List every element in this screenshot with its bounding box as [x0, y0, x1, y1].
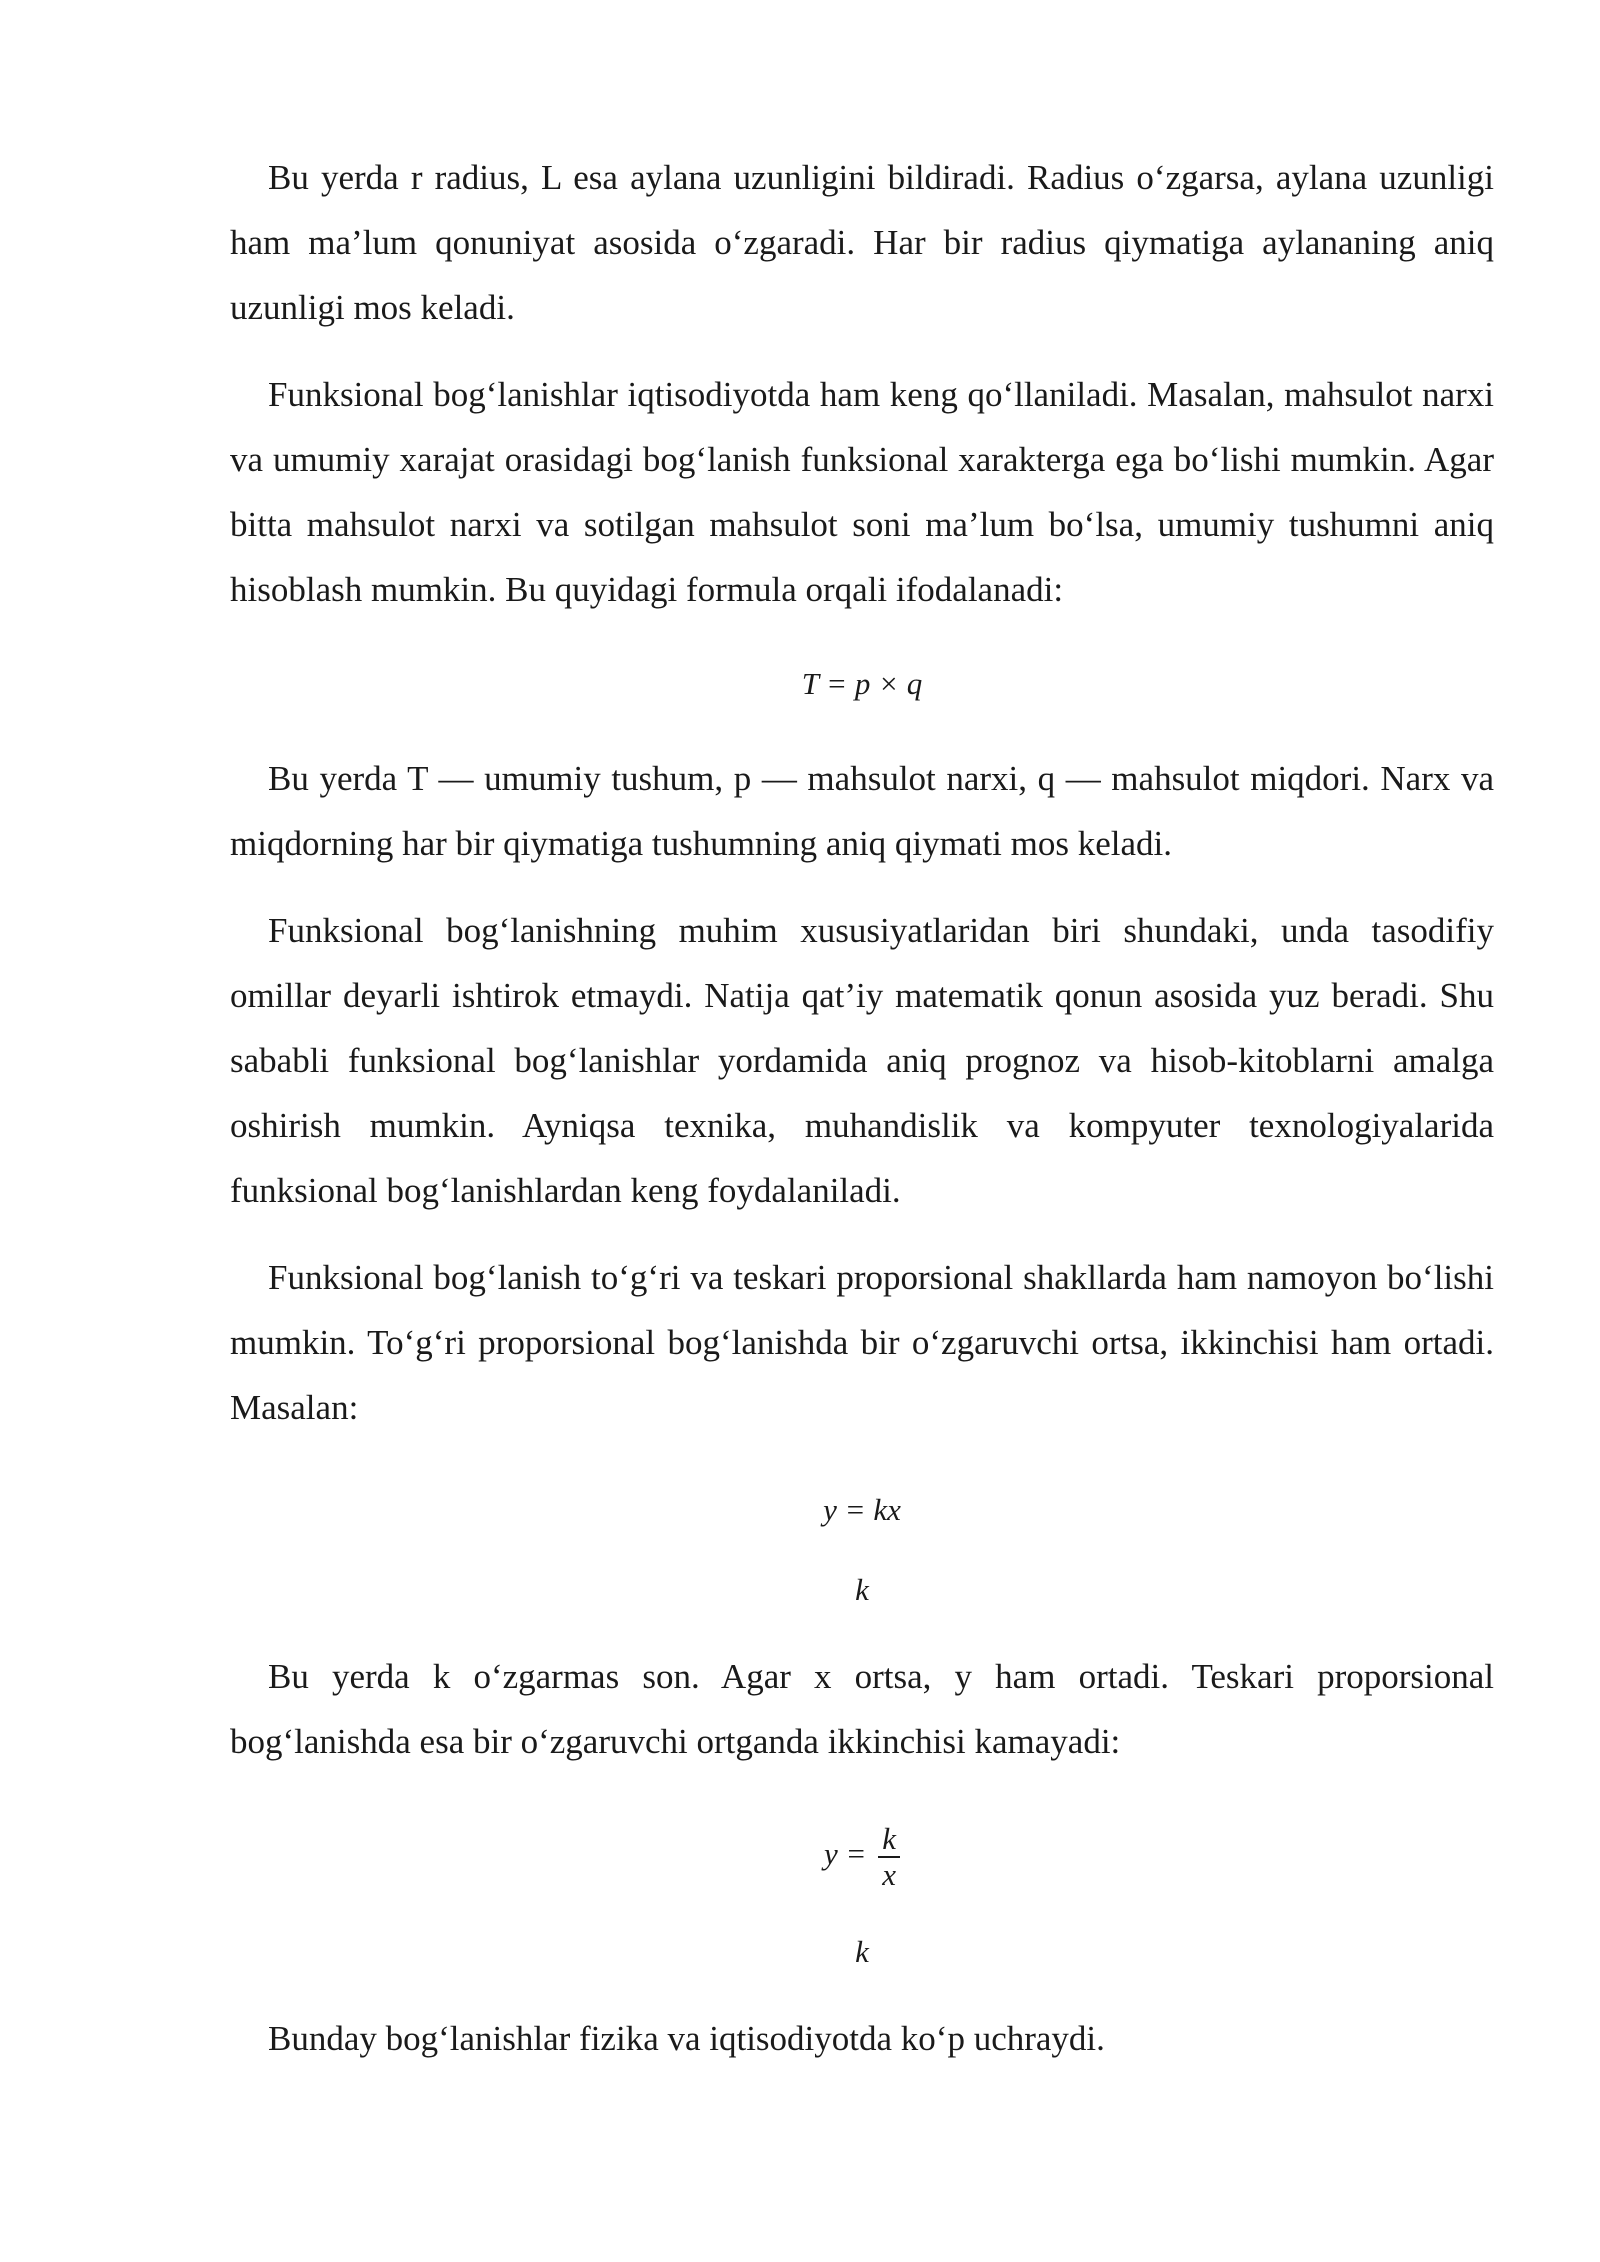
- paragraph-revenue-explanation: Bu yerda T — umumiy tushum, p — mahsulot narxi, q — mahsulot miqdori. Narx va miqdorning har bir qiymatiga tushumning aniq qiymati mos keladi.: [230, 759, 1494, 863]
- formula-inverse-lhs: y =: [824, 1836, 867, 1872]
- formula-inverse-constant: k: [855, 1934, 869, 1969]
- formula-direct-proportion: y = kx: [823, 1492, 901, 1527]
- formula-inverse-denominator: x: [882, 1857, 896, 1892]
- formula-inverse-numerator: k: [878, 1822, 900, 1858]
- paragraph-properties: Funksional bog‘lanishning muhim xususiyatlaridan biri shundaki, unda tasodifiy omillar deyarli ishtirok etmaydi. Natija qat’iy matematik qonun asosida yuz beradi. Shu sababli funksional bog‘lanishlar yordamida aniq prognoz va hisob-kitoblarni amalga oshirish mumkin. Ayniqsa texnika, muhandislik va kompyuter texnologiyalarida funksional bog‘lanishlardan keng foydalaniladi.: [230, 911, 1494, 1210]
- formula-direct-constant: k: [855, 1572, 869, 1607]
- paragraph-proportional: Funksional bog‘lanish to‘g‘ri va teskari proporsional shakllarda ham namoyon bo‘lishi mumkin. To‘g‘ri proporsional bog‘lanishda bir o‘zgaruvchi ortsa, ikkinchisi ham ortadi. Masalan:: [230, 1258, 1494, 1427]
- formula-inverse-proportion: [230, 1822, 1494, 1892]
- paragraph-conclusion: Bunday bog‘lanishlar fizika va iqtisodiyotda ko‘p uchraydi.: [268, 2019, 1105, 2058]
- document-page: [230, 145, 1494, 2071]
- paragraph-radius: Bu yerda r radius, L esa aylana uzunligini bildiradi. Radius o‘zgarsa, aylana uzunligi ham ma’lum qonuniyat asosida o‘zgaradi. Har bir radius qiymatiga aylananing aniq uzunligi mos keladi.: [230, 158, 1494, 327]
- paragraph-inverse-intro: Bu yerda k o‘zgarmas son. Agar x ortsa, y ham ortadi. Teskari proporsional bog‘lanishda esa bir o‘zgaruvchi ortganda ikkinchisi kamayadi:: [230, 1657, 1494, 1761]
- formula-revenue: T = p × q: [801, 666, 923, 701]
- formula-inverse-fraction: [878, 1822, 900, 1892]
- paragraph-economics: Funksional bog‘lanishlar iqtisodiyotda ham keng qo‘llaniladi. Masalan, mahsulot narxi va umumiy xarajat orasidagi bog‘lanish funksional xarakterga ega bo‘lishi mumkin. Agar bitta mahsulot narxi va sotilgan mahsulot soni ma’lum bo‘lsa, umumiy tushumni aniq hisoblash mumkin. Bu quyidagi formula orqali ifodalanadi:: [230, 375, 1494, 609]
